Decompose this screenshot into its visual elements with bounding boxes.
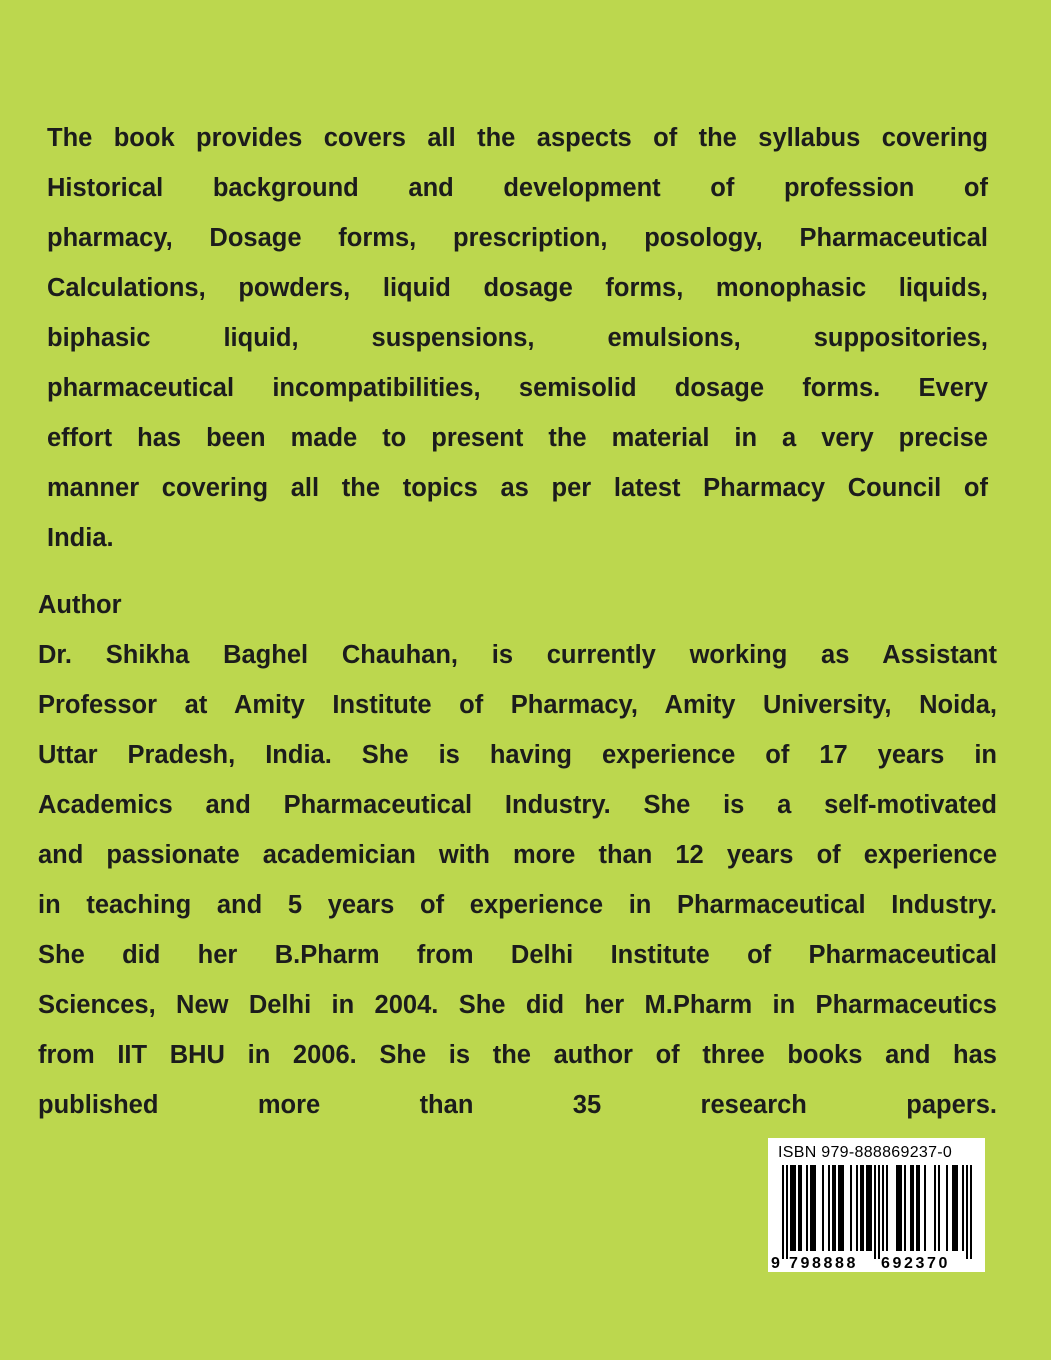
barcode-bar [882, 1165, 884, 1251]
barcode-bar [904, 1165, 906, 1251]
barcode-bar [966, 1165, 968, 1259]
barcode-bar [938, 1165, 940, 1251]
barcode-bar [828, 1165, 830, 1251]
book-description [47, 113, 988, 563]
text-line: and passionate academician with more than 12 years of experience [38, 841, 997, 869]
barcode-bar [896, 1165, 898, 1251]
barcode-bar [822, 1165, 824, 1251]
barcode-bar [806, 1165, 808, 1251]
text-line: in teaching and 5 years of experience in Pharmaceutical Industry. [38, 891, 997, 919]
barcode-bar [786, 1165, 788, 1259]
barcode-bar [812, 1165, 814, 1251]
barcode-bar [946, 1165, 948, 1251]
barcode-bar [782, 1165, 784, 1259]
barcode-bar [790, 1165, 792, 1251]
barcode-bar [954, 1165, 956, 1251]
text-line: from IIT BHU in 2006. She is the author of three books and has [38, 1041, 997, 1069]
text-line: Uttar Pradesh, India. She is having experience of 17 years in [38, 741, 997, 769]
barcode-bar [918, 1165, 920, 1251]
barcode-digits: 9 [771, 1255, 783, 1272]
barcode-bar [840, 1165, 842, 1251]
barcode-bar [924, 1165, 926, 1251]
text-line: She did her B.Pharm from Delhi Institute of Pharmaceutical [38, 941, 997, 969]
barcode-bar [970, 1165, 972, 1259]
text-line: India. [47, 524, 114, 552]
text-line: Professor at Amity Institute of Pharmacy, Amity University, Noida, [38, 691, 997, 719]
text-line: Academics and Pharmaceutical Industry. She is a self-motivated [38, 791, 997, 819]
barcode-bars [768, 1138, 985, 1272]
barcode-bar [962, 1165, 964, 1251]
barcode-bar [798, 1165, 800, 1251]
barcode-bar [856, 1165, 858, 1251]
isbn-barcode [768, 1138, 985, 1272]
barcode-bar [834, 1165, 836, 1251]
barcode-bar [910, 1165, 912, 1251]
barcode-bar [866, 1165, 868, 1251]
barcode-bar [794, 1165, 796, 1251]
barcode-bar [810, 1165, 812, 1251]
text-line: Calculations, powders, liquid dosage forms, monophasic liquids, [47, 274, 988, 302]
text-line: pharmacy, Dosage forms, prescription, posology, Pharmaceutical [47, 224, 988, 252]
barcode-digits: 798888 [789, 1255, 858, 1272]
barcode-bar [874, 1165, 876, 1259]
barcode-bar [886, 1165, 888, 1251]
text-line: manner covering all the topics as per latest Pharmacy Council of [47, 474, 988, 502]
barcode-bar [916, 1165, 918, 1251]
barcode-bar [814, 1165, 816, 1251]
text-line: effort has been made to present the material in a very precise [47, 424, 988, 452]
barcode-bar [956, 1165, 958, 1251]
barcode-bar [898, 1165, 900, 1251]
text-line: The book provides covers all the aspects of the syllabus covering [47, 124, 988, 152]
text-line: Sciences, New Delhi in 2004. She did her M.Pharm in Pharmaceutics [38, 991, 997, 1019]
barcode-bar [792, 1165, 794, 1251]
text-line: Historical background and development of profession of [47, 174, 988, 202]
text-line: published more than 35 research papers. [38, 1091, 997, 1119]
isbn-label: ISBN 979-888869237-0 [778, 1144, 953, 1161]
text-line: Dr. Shikha Baghel Chauhan, is currently working as Assistant [38, 641, 997, 669]
barcode-bar [800, 1165, 802, 1251]
barcode-bar [870, 1165, 872, 1251]
barcode-digits: 692370 [881, 1255, 950, 1272]
author-heading: Author [38, 591, 122, 619]
barcode-bar [900, 1165, 902, 1251]
text-line: biphasic liquid, suspensions, emulsions, suppositories, [47, 324, 988, 352]
barcode-bar [850, 1165, 852, 1251]
barcode-bar [868, 1165, 870, 1251]
barcode-bar [832, 1165, 834, 1251]
barcode-bar [878, 1165, 880, 1259]
barcode-bar [862, 1165, 864, 1251]
barcode-bar [842, 1165, 844, 1251]
barcode-bar [934, 1165, 936, 1251]
author-bio [38, 630, 997, 1130]
text-line: pharmaceutical incompatibilities, semisolid dosage forms. Every [47, 374, 988, 402]
barcode-bar [912, 1165, 914, 1251]
barcode-bar [952, 1165, 954, 1251]
barcode-bar [860, 1165, 862, 1251]
barcode-bar [838, 1165, 840, 1251]
